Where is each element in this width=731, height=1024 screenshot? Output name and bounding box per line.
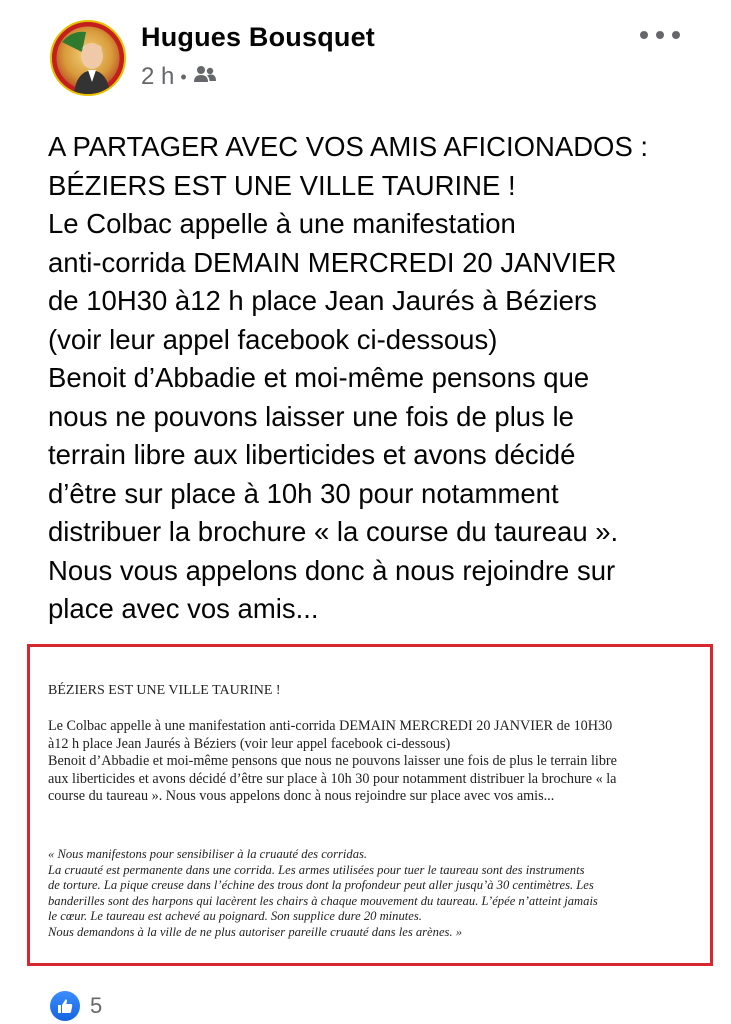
- embed-quote-line: banderilles sont des harpons qui lacèrent les chairs à chaque mouvement du taureau. L’épée n’atteint jamais: [48, 893, 598, 908]
- post-time[interactable]: 2 h: [141, 63, 175, 90]
- post-text-line: (voir leur appel facebook ci-dessous): [48, 323, 498, 355]
- post-header: [0, 0, 731, 110]
- post-text-line: Le Colbac appelle à une manifestation: [48, 208, 516, 239]
- more-dot: [672, 31, 680, 39]
- embed-body-line: à12 h place Jean Jaurés à Béziers (voir leur appel facebook ci-dessous): [48, 735, 451, 752]
- post-text: [48, 128, 718, 629]
- embed-quote-line: La cruauté est permanente dans une corrida. Les armes utilisées pour tuer le taureau sont des instruments: [48, 862, 585, 877]
- embed-quote: [48, 847, 703, 941]
- like-icon: [50, 991, 80, 1021]
- post-text-line: de 10H30 à12 h place Jean Jaurés à Béziers: [48, 285, 597, 316]
- post-meta: [141, 62, 217, 92]
- embed-quote-line: le cœur. Le taureau est achevé au poignard. Son supplice dure 20 minutes.: [48, 909, 422, 924]
- embed-quote-line: de torture. La pique creuse dans l’échine des trous dont la profondeur peut aller jusqu’à 30 centimètres. Les: [48, 878, 594, 893]
- post-text-line: Nous vous appelons donc à nous rejoindre sur: [48, 554, 616, 586]
- embed-quote-line: « Nous manifestons pour sensibiliser à la cruauté des corridas.: [48, 847, 368, 861]
- embed-body-line: Benoit d’Abbadie et moi-même pensons que nous ne pouvons laisser une fois de plus le terrain libre: [48, 753, 617, 769]
- post-text-line: BÉZIERS EST UNE VILLE TAURINE !: [48, 169, 516, 201]
- post-text-line: Benoit d’Abbadie et moi-même pensons que: [48, 362, 590, 393]
- meta-separator: •: [180, 66, 187, 87]
- reaction-count[interactable]: 5: [90, 993, 103, 1018]
- embed-body-line: aux liberticides et avons décidé d’être sur place à 10h 30 pour notamment distribuer la brochure « la: [48, 770, 617, 787]
- embed-body-line: Le Colbac appelle à une manifestation anti-corrida DEMAIN MERCREDI 20 JANVIER de 10H30: [48, 718, 613, 734]
- embedded-document-image[interactable]: [27, 644, 713, 966]
- post-text-line: terrain libre aux liberticides et avons décidé: [48, 439, 576, 470]
- more-dot: [656, 31, 664, 39]
- embed-body: [48, 718, 703, 806]
- more-dot: [640, 31, 648, 39]
- embed-body-line: course du taureau ». Nous vous appelons donc à nous rejoindre sur place avec vos amis...: [48, 788, 555, 804]
- embed-quote-line: Nous demandons à la ville de ne plus autoriser pareille cruauté dans les arènes. »: [48, 924, 463, 939]
- post-text-line: d’être sur place à 10h 30 pour notamment: [48, 477, 559, 509]
- friends-icon[interactable]: [193, 63, 217, 91]
- embed-title: BÉZIERS EST UNE VILLE TAURINE !: [48, 683, 281, 698]
- post-text-line: anti-corrida DEMAIN MERCREDI 20 JANVIER: [48, 246, 617, 278]
- reactions-bar[interactable]: [50, 988, 102, 1024]
- post-text-line: nous ne pouvons laisser une fois de plus le: [48, 400, 574, 432]
- post-text-line: place avec vos amis...: [48, 593, 319, 624]
- author-avatar[interactable]: [50, 20, 126, 96]
- more-options-icon[interactable]: [640, 25, 680, 45]
- post-text-line: distribuer la brochure « la course du taureau ».: [48, 516, 619, 547]
- author-name[interactable]: Hugues Bousquet: [141, 22, 376, 52]
- post-text-line: A PARTAGER AVEC VOS AMIS AFICIONADOS :: [48, 131, 649, 162]
